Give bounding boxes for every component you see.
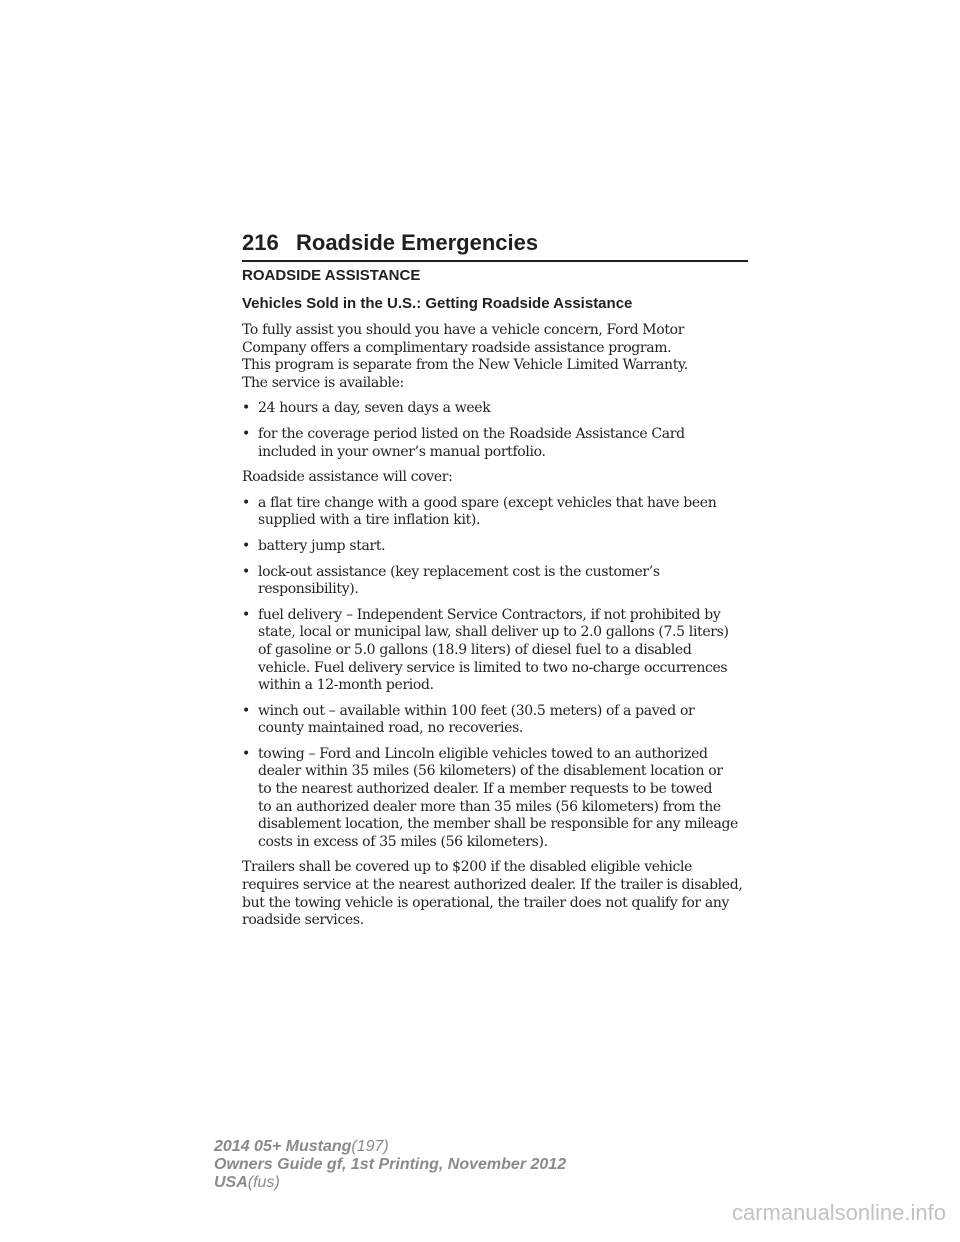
intro-line: The service is available:	[242, 374, 404, 391]
footer-model-code: (197)	[351, 1138, 389, 1155]
list-item-line: costs in excess of 35 miles (56 kilometers).	[258, 833, 548, 850]
list-item-line: to an authorized dealer more than 35 miles (56 kilometers) from the	[258, 798, 721, 815]
bullet-icon: •	[242, 563, 250, 580]
bullet-icon: •	[242, 606, 250, 623]
list-item-line: of gasoline or 5.0 gallons (18.9 liters) of diesel fuel to a disabled	[258, 641, 692, 658]
list-item-line: disablement location, the member shall be responsible for any mileage	[258, 816, 738, 833]
bullet-icon: •	[242, 494, 250, 511]
bullet-icon: •	[242, 400, 250, 417]
intro-line: To fully assist you should you have a vehicle concern, Ford Motor	[242, 322, 685, 338]
bullet-icon: •	[242, 702, 250, 719]
list-item	[242, 426, 754, 461]
list-item	[242, 564, 754, 599]
footer-market-line	[214, 1174, 566, 1192]
intro-paragraph	[242, 322, 754, 392]
list-item-line: supplied with a tire inflation kit).	[258, 512, 481, 529]
footer-model-line	[214, 1138, 566, 1156]
list-item	[242, 495, 754, 530]
list-item-line: a flat tire change with a good spare (except vehicles that have been	[258, 494, 717, 511]
page-header	[242, 226, 748, 262]
list-item	[242, 703, 754, 738]
trailer-line: but the towing vehicle is operational, the trailer does not qualify for any	[242, 894, 730, 911]
list-item-line: fuel delivery – Independent Service Contractors, if not prohibited by	[258, 606, 721, 623]
list-item	[242, 746, 754, 852]
list-item-line: responsibility).	[258, 581, 359, 598]
list-item-line: lock-out assistance (key replacement cost is the customer’s	[258, 563, 660, 580]
list-item-line: county maintained road, no recoveries.	[258, 720, 524, 737]
trailer-paragraph	[242, 859, 754, 929]
list-item-line: included in your owner’s manual portfolio.	[258, 443, 546, 460]
footer-market: USA	[214, 1174, 248, 1191]
footer-model: 2014 05+ Mustang	[214, 1138, 352, 1155]
bullet-icon: •	[242, 745, 250, 762]
list-item	[242, 400, 754, 418]
list-item	[242, 607, 754, 695]
list-item-line: battery jump start.	[258, 537, 386, 554]
site-watermark: carmanualsonline.info	[731, 1200, 946, 1225]
section-heading: ROADSIDE ASSISTANCE	[242, 267, 421, 284]
sub-heading: Vehicles Sold in the U.S.: Getting Roadside Assistance	[242, 295, 633, 312]
trailer-line: requires service at the nearest authorized dealer. If the trailer is disabled,	[242, 877, 743, 894]
list-item	[242, 538, 754, 556]
cover-intro: Roadside assistance will cover:	[242, 469, 453, 486]
chapter-title: Roadside Emergencies	[296, 230, 539, 255]
bullet-icon: •	[242, 425, 250, 442]
list-item-line: for the coverage period listed on the Roadside Assistance Card	[258, 425, 685, 442]
coverage-list	[242, 495, 754, 852]
footer-market-code: (fus)	[247, 1174, 280, 1191]
trailer-line: roadside services.	[242, 912, 364, 929]
list-item-line: to the nearest authorized dealer. If a member requests to be towed	[258, 781, 713, 798]
list-item-line: vehicle. Fuel delivery service is limited to two no-charge occurrences	[258, 659, 728, 676]
list-item-line: towing – Ford and Lincoln eligible vehicles towed to an authorized	[258, 745, 708, 762]
list-item-line: state, local or municipal law, shall deliver up to 2.0 gallons (7.5 liters)	[258, 624, 729, 641]
page-footer	[214, 1138, 566, 1192]
intro-line: This program is separate from the New Vehicle Limited Warranty.	[242, 357, 688, 374]
list-item-line: dealer within 35 miles (56 kilometers) of the disablement location or	[258, 763, 723, 780]
list-item-line: within a 12-month period.	[258, 677, 434, 694]
intro-line: Company offers a complimentary roadside assistance program.	[242, 339, 672, 356]
page-number: 216	[242, 230, 279, 255]
page-content	[242, 266, 754, 938]
footer-guide: Owners Guide gf, 1st Printing, November 2012	[214, 1156, 567, 1173]
list-item-line: winch out – available within 100 feet (30.5 meters) of a paved or	[258, 702, 695, 719]
availability-list	[242, 400, 754, 461]
bullet-icon: •	[242, 537, 250, 554]
trailer-line: Trailers shall be covered up to $200 if the disabled eligible vehicle	[242, 859, 693, 876]
list-item-line: 24 hours a day, seven days a week	[258, 400, 491, 417]
